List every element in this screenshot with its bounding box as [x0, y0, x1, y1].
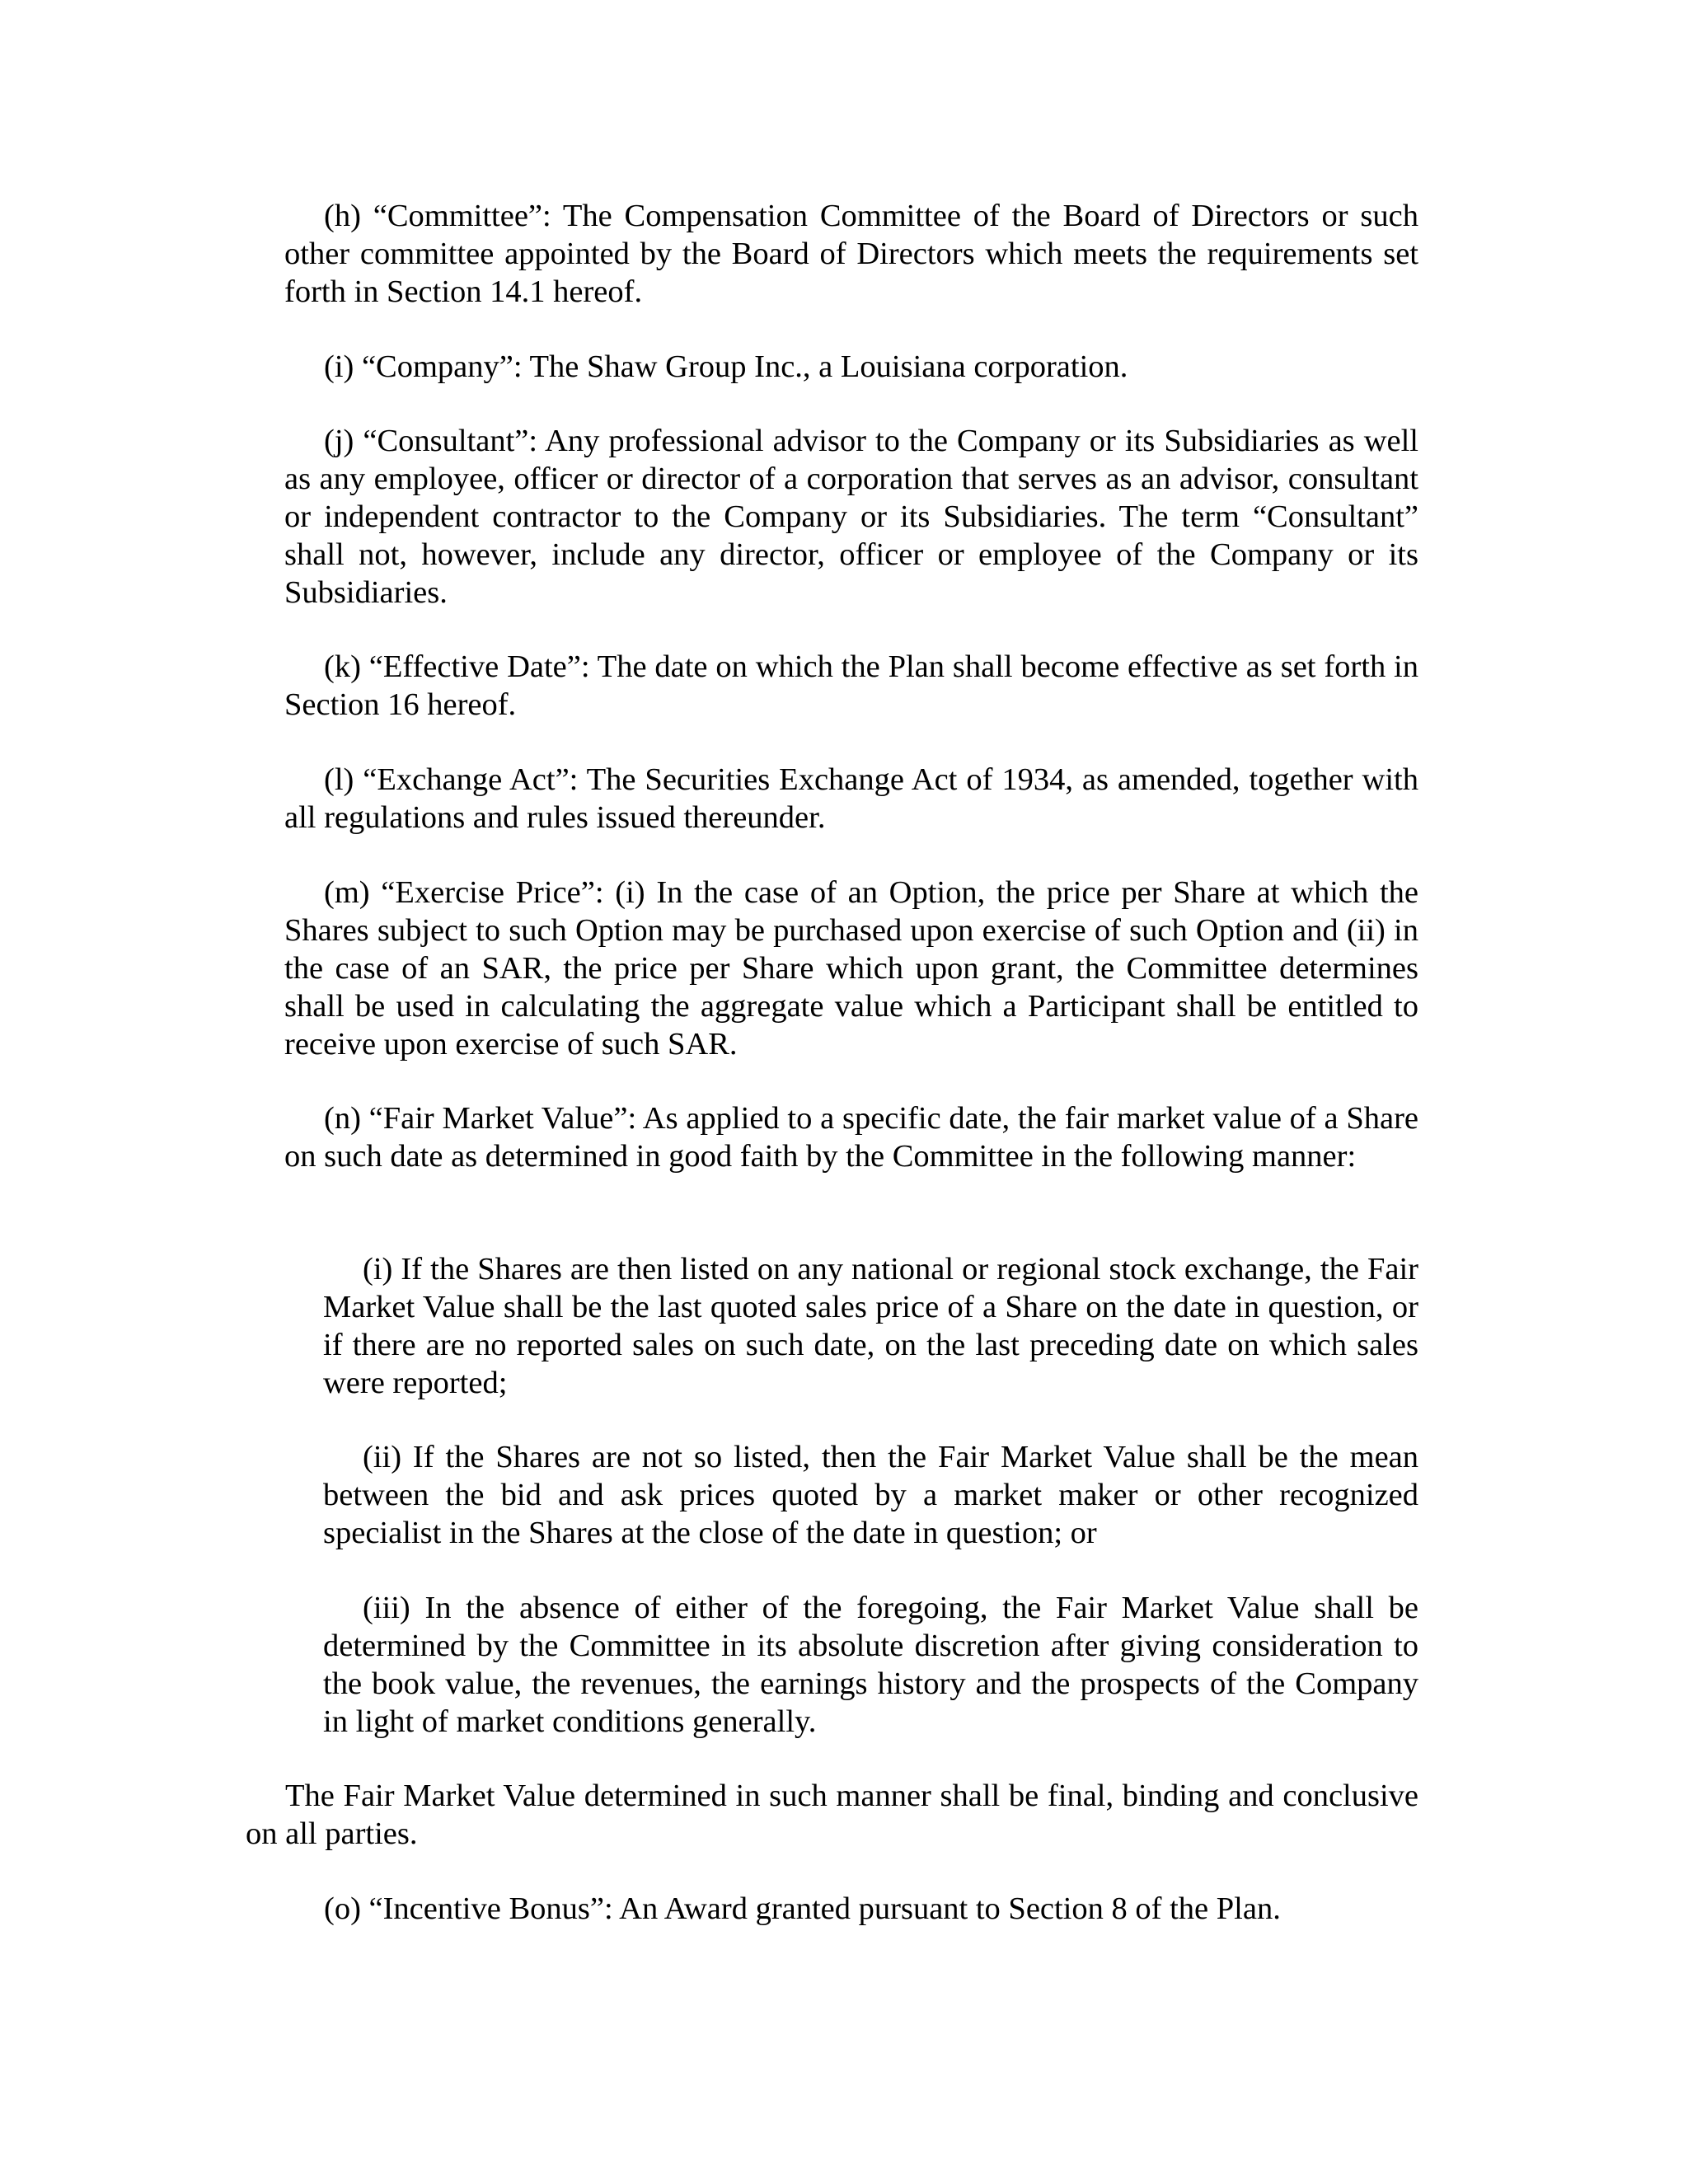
definition-exercise-price: (m) “Exercise Price”: (i) In the case of an Option, the price per Share at which the Shares subject to such Option may be purchased upon exercise of such Option and (ii) in the case of an SAR, the price per Share which upon grant, the Committee determines shall be used in calculating the aggregate value which a Participant shall be entitled to receive upon exercise of such SAR.	[284, 875, 1418, 1062]
fmv-clause-iii: (iii) In the absence of either of the foregoing, the Fair Market Value shall be determined by the Committee in its absolute discretion after giving consideration to the book value, the revenues, the earnings history and the prospects of the Company in light of market conditions generally.	[323, 1591, 1418, 1739]
definition-company: (i) “Company”: The Shaw Group Inc., a Louisiana corporation.	[324, 349, 1128, 384]
definition-committee: (h) “Committee”: The Compensation Committee of the Board of Directors or such other committee appointed by the Board of Directors which meets the requirements set forth in Section 14.1 hereof.	[284, 199, 1418, 309]
definition-consultant: (j) “Consultant”: Any professional advisor to the Company or its Subsidiaries as well as any employee, officer or director of a corporation that serves as an advisor, consultant or independent contractor to the Company or its Subsidiaries. The term “Consultant” shall not, however, include any director, officer or employee of the Company or its Subsidiaries.	[284, 424, 1418, 610]
fmv-conclusion: The Fair Market Value determined in such manner shall be final, binding and conclusive on all parties.	[246, 1779, 1418, 1851]
definition-effective-date: (k) “Effective Date”: The date on which the Plan shall become effective as set forth in Section 16 hereof.	[284, 649, 1418, 722]
fmv-clause-ii: (ii) If the Shares are not so listed, then the Fair Market Value shall be the mean between the bid and ask prices quoted by a market maker or other recognized specialist in the Shares at the close of the date in question; or	[323, 1440, 1418, 1550]
definition-fair-market-value: (n) “Fair Market Value”: As applied to a specific date, the fair market value of a Share on such date as determined in good faith by the Committee in the following manner:	[284, 1101, 1418, 1174]
definition-exchange-act: (l) “Exchange Act”: The Securities Exchange Act of 1934, as amended, together with all regulations and rules issued thereunder.	[284, 762, 1418, 835]
fmv-clause-i: (i) If the Shares are then listed on any national or regional stock exchange, the Fair Market Value shall be the last quoted sales price of a Share on the date in question, or if there are no reported sales on such date, on the last preceding date on which sales were reported;	[323, 1252, 1418, 1400]
definition-incentive-bonus: (o) “Incentive Bonus”: An Award granted pursuant to Section 8 of the Plan.	[324, 1891, 1281, 1926]
